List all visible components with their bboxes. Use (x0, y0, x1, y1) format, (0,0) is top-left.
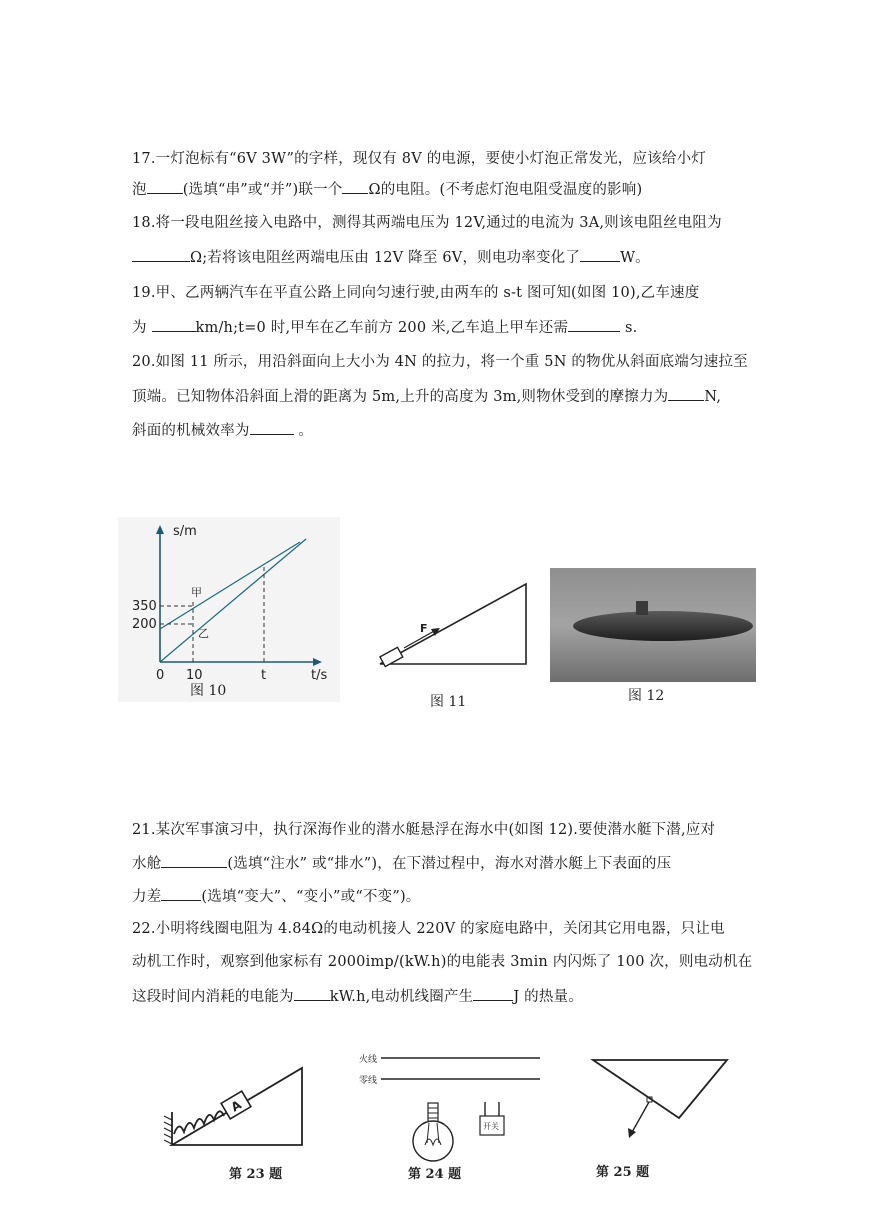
q22-line1: 22.小明将线圈电阻为 4.84Ω的电动机接人 220V 的家庭电路中，关闭其它用电器，只让电 (132, 921, 725, 937)
figure-10-st-graph (118, 517, 340, 702)
q17-line2 (132, 179, 642, 200)
q25-figure (585, 1050, 735, 1190)
q20-text-b: N, (704, 389, 722, 405)
q22-text-c: J 的热量。 (513, 989, 583, 1005)
q25-prism (593, 1060, 727, 1118)
q24-switch (480, 1102, 504, 1135)
q19-line1: 19.甲、乙两辆汽车在平直公路上同向匀速行驶,由两车的 s-t 图可知(如图 10),乙车速度 (132, 285, 700, 301)
q18-blank-1[interactable] (132, 247, 190, 262)
q24-lamp (413, 1103, 453, 1161)
q17-line1: 17.一灯泡标有“6V 3W”的字样，现仅有 8V 的电源，要使小灯泡正常发光，应该给小灯 (132, 151, 707, 167)
q21-blank-2[interactable] (161, 886, 201, 901)
q19-text-b: km/h;t=0 时,甲车在乙车前方 200 米,乙车追上甲车还需 (195, 320, 569, 336)
origin-label: 0 (156, 668, 165, 683)
incline-triangle (380, 584, 526, 664)
figure-11-caption: 图 11 (430, 694, 467, 710)
q21-text-d: (选填“变大”、“变小”或“不变”)。 (201, 889, 421, 905)
q21-text-a: 水舱 (132, 856, 162, 872)
q19-text-c: s. (625, 320, 638, 336)
figure-11-incline (366, 572, 536, 710)
q18-line2 (132, 247, 650, 268)
y-tick-350: 350 (132, 599, 157, 614)
q23-figure (160, 1060, 310, 1190)
force-label: F (420, 622, 428, 635)
q23-wall-hatch (164, 1116, 172, 1144)
figure-12-caption: 图 12 (628, 688, 665, 704)
q24-switch-label: 开关 (483, 1122, 499, 1131)
q19-text-a: 为 (132, 320, 147, 336)
q25-light-ray (631, 1102, 649, 1134)
q17-text-c: Ω的电阻。(不考虑灯泡电阻受温度的影响) (368, 182, 643, 198)
figure-12-submarine-photo (548, 568, 758, 708)
q21-line1: 21.某次军事演习中，执行深海作业的潜水艇悬浮在海水中(如图 12).要使潜水艇下潜,应对 (132, 822, 716, 838)
q20-text-c: 斜面的机械效率为 (132, 423, 250, 439)
q17-text-b: (选填“串”或“并”)联一个 (182, 182, 343, 198)
q17-blank-2[interactable] (342, 179, 368, 194)
q25-ray-arrowhead (628, 1128, 636, 1138)
q20-text-d: 。 (298, 423, 314, 439)
q20-blank-2[interactable] (250, 420, 294, 435)
x-axis-label: t/s (311, 668, 328, 683)
q23-caption: 第 23 题 (229, 1167, 283, 1182)
q23-block (221, 1091, 251, 1119)
q17-text-a: 泡 (132, 182, 147, 198)
q22-text-b: kW.h,电动机线圈产生 (329, 989, 474, 1005)
y-tick-200: 200 (132, 617, 157, 632)
q24-figure (355, 1045, 550, 1190)
x-tick-t: t (261, 668, 267, 683)
q20-text-a: 顶端。已知物体沿斜面上滑的距离为 5m,上升的高度为 3m,则物休受到的摩擦力为 (132, 389, 669, 405)
q17-blank-1[interactable] (147, 179, 183, 194)
q19-blank-1[interactable] (152, 317, 196, 332)
x-tick-10: 10 (186, 668, 203, 683)
q21-text-b: (选填“注水” 或“排水”)，在下潜过程中，海水对潜水艇上下表面的压 (227, 856, 672, 872)
q18-line1: 18.将一段电阻丝接入电路中，测得其两端电压为 12V,通过的电流为 3A,则该电阻丝电阻为 (132, 215, 722, 231)
q25-caption: 第 25 题 (596, 1165, 650, 1180)
q18-text-a: Ω;若将该电阻丝两端电压由 12V 降至 6V，则电功率变化了 (190, 250, 581, 266)
q21-blank-1[interactable] (161, 853, 227, 868)
q20-blank-1[interactable] (668, 386, 704, 401)
q20-line1: 20.如图 11 所示，用沿斜面向上大小为 4N 的拉力，将一个重 5N 的物优从斜面底端匀速拉至 (132, 354, 748, 370)
q21-line2 (132, 853, 671, 874)
q22-text-a: 这段时间内消耗的电能为 (132, 989, 294, 1005)
series-yi-label: 乙 (198, 627, 209, 640)
figure-10-caption: 图 10 (190, 683, 227, 699)
q23-spring (174, 1111, 224, 1134)
q22-blank-1[interactable] (294, 986, 330, 1001)
q23-block-label: A (228, 1097, 244, 1115)
submarine-tower (636, 601, 648, 615)
q22-line2: 动机工作时，观察到他家标有 2000imp/(kW.h)的电能表 3min 内闪烁了 100 次，则电动机在 (132, 954, 753, 970)
q20-line3 (132, 420, 313, 441)
q24-caption: 第 24 题 (408, 1167, 462, 1182)
q19-blank-2[interactable] (568, 317, 620, 332)
q22-blank-2[interactable] (473, 986, 513, 1001)
q19-line2 (132, 317, 637, 338)
submarine-hull (573, 611, 753, 641)
y-axis-label: s/m (173, 524, 197, 539)
series-jia-label: 甲 (191, 586, 202, 599)
q21-line3 (132, 886, 421, 907)
q24-live-label: 火线 (359, 1055, 378, 1065)
q18-text-b: W。 (620, 250, 650, 266)
q21-text-c: 力差 (132, 889, 162, 905)
q24-neutral-label: 零线 (359, 1076, 378, 1086)
q20-line2 (132, 386, 721, 407)
q22-line3 (132, 986, 583, 1007)
q18-blank-2[interactable] (580, 247, 620, 262)
